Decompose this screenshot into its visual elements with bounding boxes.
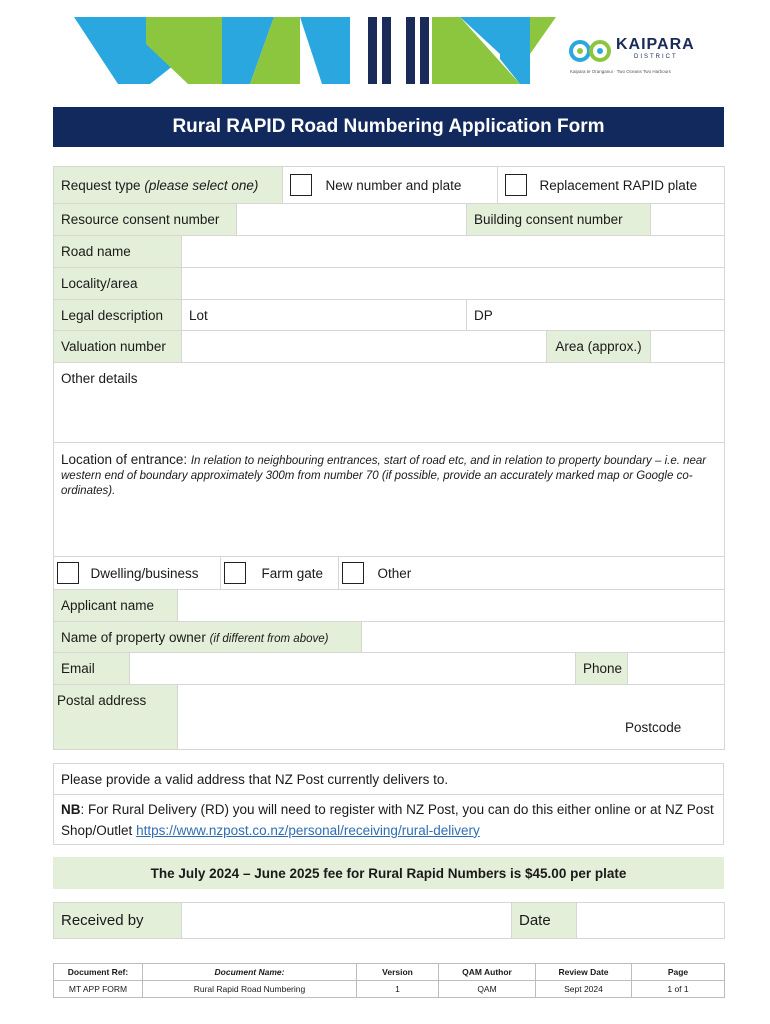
version-header: Version — [357, 964, 439, 981]
farm-gate-label: Farm gate — [255, 557, 339, 590]
page-value: 1 of 1 — [632, 981, 725, 998]
applicant-name-input[interactable] — [178, 590, 725, 622]
valuation-number-label: Valuation number — [54, 331, 182, 363]
farm-gate-checkbox[interactable] — [224, 562, 246, 584]
logo-name: KAIPARA — [616, 36, 695, 53]
road-name-label: Road name — [54, 236, 182, 268]
review-date-value: Sept 2024 — [536, 981, 632, 998]
lot-label: Lot — [189, 307, 208, 323]
dp-label: DP — [474, 307, 493, 323]
resource-consent-label: Resource consent number — [54, 204, 237, 236]
dwelling-business-checkbox[interactable] — [57, 562, 79, 584]
request-type-label: Request type (please select one) — [54, 167, 283, 204]
version-value: 1 — [357, 981, 439, 998]
legal-description-label: Legal description — [54, 300, 182, 331]
rural-delivery-note: NB: For Rural Delivery (RD) you will need to register with NZ Post, you can do this either online or at NZ Post Shop/Outlet https://www.nzpost.co.nz/personal/receiving/rural-delivery — [54, 795, 724, 845]
email-label: Email — [54, 653, 130, 685]
received-by-input[interactable] — [182, 903, 512, 939]
area-label: Area (approx.) — [547, 331, 651, 363]
property-owner-input[interactable] — [362, 622, 725, 653]
date-label: Date — [512, 903, 577, 939]
area-input[interactable] — [651, 331, 725, 363]
locality-label: Locality/area — [54, 268, 182, 300]
location-label: Location of entrance: — [61, 452, 188, 467]
doc-ref-value: MT APP FORM — [54, 981, 143, 998]
office-use-table — [53, 902, 725, 939]
property-details-table — [53, 203, 725, 560]
new-number-label: New number and plate — [319, 167, 498, 204]
new-number-checkbox[interactable] — [290, 174, 312, 196]
doc-name-value: Rural Rapid Road Numbering — [143, 981, 357, 998]
resource-consent-input[interactable] — [237, 204, 467, 236]
postcode-label: Postcode — [625, 720, 682, 735]
road-name-input[interactable] — [182, 236, 725, 268]
logo-subtitle: DISTRICT — [634, 54, 678, 60]
email-input[interactable] — [130, 653, 576, 685]
form-title: Rural RAPID Road Numbering Application Form — [53, 107, 724, 147]
location-of-entrance-field[interactable] — [54, 443, 725, 560]
other-type-label: Other — [371, 557, 725, 590]
nzpost-rural-delivery-link[interactable]: https://www.nzpost.co.nz/personal/receiving/rural-delivery — [136, 822, 480, 838]
qam-author-header: QAM Author — [439, 964, 536, 981]
doc-ref-header: Document Ref: — [54, 964, 143, 981]
valuation-number-input[interactable] — [182, 331, 547, 363]
received-by-label: Received by — [54, 903, 182, 939]
replacement-plate-label: Replacement RAPID plate — [533, 167, 725, 204]
applicant-details-table — [53, 589, 725, 750]
dp-input[interactable] — [467, 300, 725, 331]
property-owner-label: Name of property owner (if different from above) — [54, 622, 362, 653]
dwelling-business-label: Dwelling/business — [84, 557, 221, 590]
phone-label: Phone — [576, 653, 628, 685]
request-type-table — [53, 166, 725, 204]
other-details-label: Other details — [61, 371, 138, 386]
lot-input[interactable] — [182, 300, 467, 331]
postal-address-label: Postal address — [54, 685, 178, 750]
header-banner-graphic — [60, 14, 560, 84]
applicant-name-label: Applicant name — [54, 590, 178, 622]
replacement-plate-checkbox[interactable] — [505, 174, 527, 196]
fee-banner: The July 2024 – June 2025 fee for Rural Rapid Numbers is $45.00 per plate — [53, 857, 724, 889]
kaipara-koru-icon — [568, 36, 616, 66]
date-input[interactable] — [577, 903, 725, 939]
document-info-table — [53, 963, 725, 998]
postal-notice-table — [53, 763, 724, 845]
doc-name-header: Document Name: — [143, 964, 357, 981]
address-note: Please provide a valid address that NZ Post currently delivers to. — [54, 764, 724, 795]
qam-author-value: QAM — [439, 981, 536, 998]
building-consent-input[interactable] — [651, 204, 725, 236]
other-details-field[interactable] — [54, 363, 725, 443]
kaipara-logo — [568, 30, 695, 78]
location-hint: In relation to neighbouring entrances, start of road etc, and in relation to property boundary – i.e. near western end of boundary approximately 300m from number 70 (if possible, provide an accurately marked map or Google co-ordinates). — [61, 455, 707, 497]
entrance-type-table — [53, 556, 725, 590]
phone-input[interactable] — [628, 653, 725, 685]
page-header: Page — [632, 964, 725, 981]
other-type-checkbox[interactable] — [342, 562, 364, 584]
locality-input[interactable] — [182, 268, 725, 300]
logo-tagline: Kaipara te Oranganui · Two Oceans Two Harbours — [570, 69, 671, 74]
review-date-header: Review Date — [536, 964, 632, 981]
building-consent-label: Building consent number — [467, 204, 651, 236]
postal-address-input[interactable] — [178, 685, 725, 750]
